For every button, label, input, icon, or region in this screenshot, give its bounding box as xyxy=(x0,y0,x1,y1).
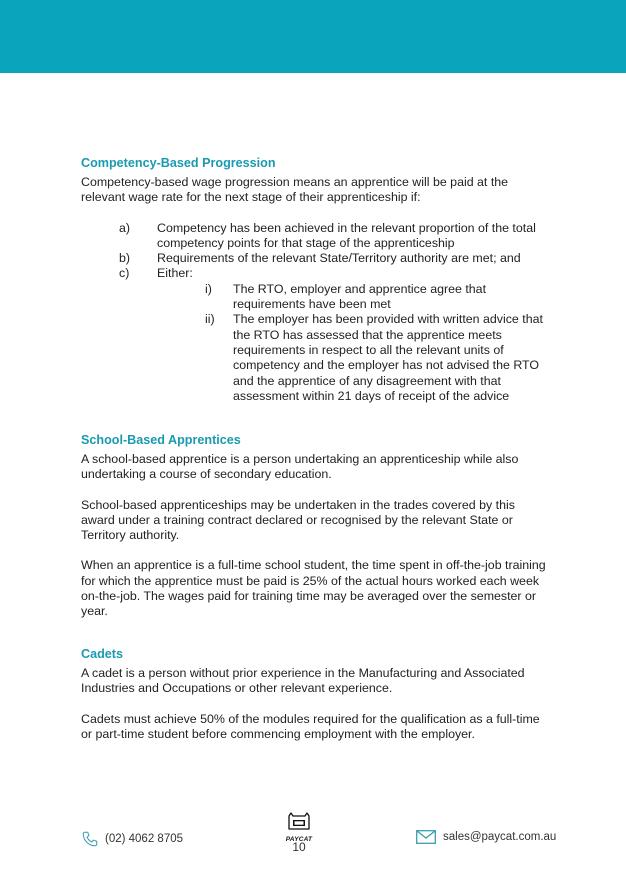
paragraph: School-based apprenticeships may be undertaken in the trades covered by this award under a training contract declared or recognised by the relevant State or Territory authority. xyxy=(81,497,515,543)
phone-number: (02) 4062 8705 xyxy=(105,833,184,845)
paycat-logo xyxy=(284,812,314,843)
list-text: The RTO, employer and apprentice agree that requirements have been met xyxy=(233,281,487,312)
paragraph: A cadet is a person without prior experience in the Manufacturing and Associated Industries and Occupations or other relevant experience. xyxy=(81,666,525,696)
section-cadets xyxy=(81,646,551,742)
paragraph: When an apprentice is a full-time school student, the time spent in off-the-job training for which the apprentice must be paid is 25% of the actual hours worked each week on-the-job. The wages paid for training time may be averaged over the semester or year. xyxy=(81,558,546,619)
list-item xyxy=(201,312,551,404)
email-address: sales@paycat.com.au xyxy=(443,831,557,843)
page-footer xyxy=(0,812,626,862)
list-text: Requirements of the relevant State/Territory authority are met; and xyxy=(157,251,521,266)
paragraph: Competency-based wage progression means an apprentice will be paid at the relevant wage rate for the next stage of their apprenticeship if: xyxy=(81,175,509,205)
list-item xyxy=(81,221,551,252)
condition-list xyxy=(81,221,551,405)
page-number: 10 xyxy=(292,840,306,854)
section-heading: School-Based Apprentices xyxy=(81,433,241,447)
phone-icon xyxy=(81,830,99,848)
section-heading: Cadets xyxy=(81,647,123,661)
list-marker: a) xyxy=(119,220,131,235)
list-item xyxy=(201,282,551,313)
list-item xyxy=(81,251,551,266)
envelope-icon xyxy=(416,830,436,844)
logo-wordmark: PAYCAT xyxy=(285,836,313,843)
list-marker: b) xyxy=(119,251,131,266)
section-school-based xyxy=(81,432,551,620)
footer-email[interactable] xyxy=(416,830,556,844)
list-marker: i) xyxy=(205,281,212,296)
paragraph: A school-based apprentice is a person undertaking an apprenticeship while also undertaking a course of secondary education. xyxy=(81,452,519,482)
footer-phone[interactable] xyxy=(81,830,183,848)
list-marker: ii) xyxy=(205,312,215,327)
section-competency xyxy=(81,155,551,404)
paragraph: Cadets must achieve 50% of the modules required for the qualification as a full-time or part-time student before commencing employment with the employer. xyxy=(81,711,540,741)
section-heading: Competency-Based Progression xyxy=(81,156,276,170)
list-marker: c) xyxy=(119,266,130,281)
cat-logo-icon xyxy=(286,812,312,831)
header-band xyxy=(0,0,626,73)
list-text: The employer has been provided with written advice that the RTO has assessed that the apprentice meets requirements in respect to all the relevant units of competency and the employer has not advised the RTO and the apprentice of any disagreement with that assessment within 21 days of receipt of the advice xyxy=(233,312,543,403)
list-text: Competency has been achieved in the relevant proportion of the total competency points for that stage of the apprenticeship xyxy=(157,220,536,250)
list-item xyxy=(81,266,551,281)
list-text: Either: xyxy=(157,266,193,281)
sub-list xyxy=(201,282,551,404)
